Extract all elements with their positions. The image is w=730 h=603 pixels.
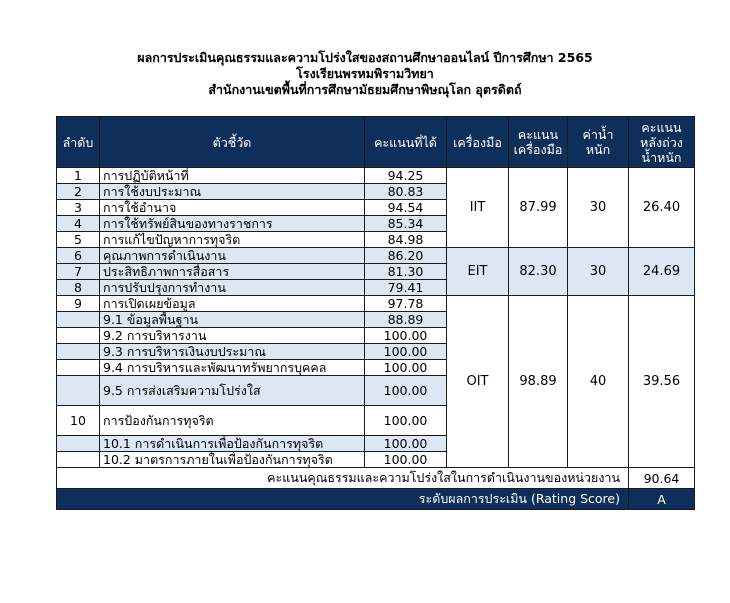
school-name: โรงเรียนพรหมพิรามวิทยา (296, 66, 434, 81)
indicator-score: 100.00 (365, 436, 447, 452)
indicator-score: 94.54 (365, 200, 447, 216)
tool-weighted-score: 24.69 (629, 248, 695, 296)
row-number: 4 (57, 216, 100, 232)
tool-name: EIT (447, 248, 509, 296)
total-score-label: คะแนนคุณธรรมและความโปร่งใสในการดำเนินงานของหน่วยงาน (57, 468, 629, 489)
row-number: 7 (57, 264, 100, 280)
col-header-indicator: ตัวชี้วัด (100, 117, 365, 168)
rating-value: A (629, 489, 695, 510)
indicator-score: 94.25 (365, 168, 447, 184)
row-number (57, 452, 100, 468)
indicator-name: 10.2 มาตรการภายในเพื่อป้องกันการทุจริต (100, 452, 365, 468)
table-row (57, 168, 695, 184)
row-number: 6 (57, 248, 100, 264)
indicator-score: 100.00 (365, 452, 447, 468)
indicator-name: การปฏิบัติหน้าที่ (100, 168, 365, 184)
row-number (57, 436, 100, 452)
indicator-score: 88.89 (365, 312, 447, 328)
row-number: 2 (57, 184, 100, 200)
row-number: 3 (57, 200, 100, 216)
assessment-table (56, 116, 695, 510)
indicator-name: การใช้ทรัพย์สินของทางราชการ (100, 216, 365, 232)
col-header-score: คะแนนที่ได้ (365, 117, 447, 168)
tool-score: 87.99 (509, 168, 568, 248)
rating-row (57, 489, 695, 510)
indicator-score: 85.34 (365, 216, 447, 232)
indicator-name: 9.5 การส่งเสริมความโปร่งใส (100, 376, 365, 406)
rating-label: ระดับผลการประเมิน (Rating Score) (57, 489, 629, 510)
indicator-name: 10.1 การดำเนินการเพื่อป้องกันการทุจริต (100, 436, 365, 452)
indicator-name: คุณภาพการดำเนินงาน (100, 248, 365, 264)
indicator-score: 84.98 (365, 232, 447, 248)
tool-name: IIT (447, 168, 509, 248)
indicator-score: 100.00 (365, 344, 447, 360)
indicator-score: 100.00 (365, 376, 447, 406)
indicator-score: 97.78 (365, 296, 447, 312)
indicator-name: การเปิดเผยข้อมูล (100, 296, 365, 312)
office-name: สำนักงานเขตพื้นที่การศึกษามัธยมศึกษาพิษณุโลก อุตรดิตถ์ (208, 82, 522, 97)
row-number: 9 (57, 296, 100, 312)
total-score-value: 90.64 (629, 468, 695, 489)
table-row (57, 296, 695, 312)
report-title: ผลการประเมินคุณธรรมและความโปร่งใสของสถานศึกษาออนไลน์ ปีการศึกษา 2565 (137, 50, 593, 65)
table-header-row (57, 117, 695, 168)
row-number: 1 (57, 168, 100, 184)
indicator-name: 9.3 การบริหารเงินงบประมาณ (100, 344, 365, 360)
col-header-weight: ค่าน้ำหนัก (568, 117, 629, 168)
indicator-name: การใช้อำนาจ (100, 200, 365, 216)
tool-weight: 30 (568, 168, 629, 248)
tool-weighted-score: 39.56 (629, 296, 695, 468)
indicator-score: 86.20 (365, 248, 447, 264)
col-header-weighted-score: คะแนน หลังถ่วง น้ำหนัก (629, 117, 695, 168)
row-number (57, 344, 100, 360)
table-row (57, 248, 695, 264)
indicator-score: 100.00 (365, 360, 447, 376)
indicator-name: 9.4 การบริหารและพัฒนาทรัพยากรบุคคล (100, 360, 365, 376)
row-number: 10 (57, 406, 100, 436)
col-header-order: ลำดับ (57, 117, 100, 168)
total-score-row (57, 468, 695, 489)
indicator-score: 80.83 (365, 184, 447, 200)
row-number (57, 328, 100, 344)
row-number (57, 376, 100, 406)
indicator-name: การใช้งบประมาณ (100, 184, 365, 200)
report-header (0, 50, 730, 98)
tool-score: 82.30 (509, 248, 568, 296)
row-number (57, 360, 100, 376)
col-header-tool-score: คะแนน เครื่องมือ (509, 117, 568, 168)
row-number (57, 312, 100, 328)
row-number: 5 (57, 232, 100, 248)
tool-name: OIT (447, 296, 509, 468)
tool-weight: 40 (568, 296, 629, 468)
indicator-name: 9.1 ข้อมูลพื้นฐาน (100, 312, 365, 328)
indicator-name: การแก้ไขปัญหาการทุจริต (100, 232, 365, 248)
tool-weighted-score: 26.40 (629, 168, 695, 248)
tool-score: 98.89 (509, 296, 568, 468)
col-header-tool: เครื่องมือ (447, 117, 509, 168)
tool-weight: 30 (568, 248, 629, 296)
indicator-name: 9.2 การบริหารงาน (100, 328, 365, 344)
indicator-name: การป้องกันการทุจริต (100, 406, 365, 436)
indicator-score: 81.30 (365, 264, 447, 280)
indicator-name: ประสิทธิภาพการสื่อสาร (100, 264, 365, 280)
indicator-name: การปรับปรุงการทำงาน (100, 280, 365, 296)
indicator-score: 100.00 (365, 406, 447, 436)
indicator-score: 100.00 (365, 328, 447, 344)
indicator-score: 79.41 (365, 280, 447, 296)
row-number: 8 (57, 280, 100, 296)
